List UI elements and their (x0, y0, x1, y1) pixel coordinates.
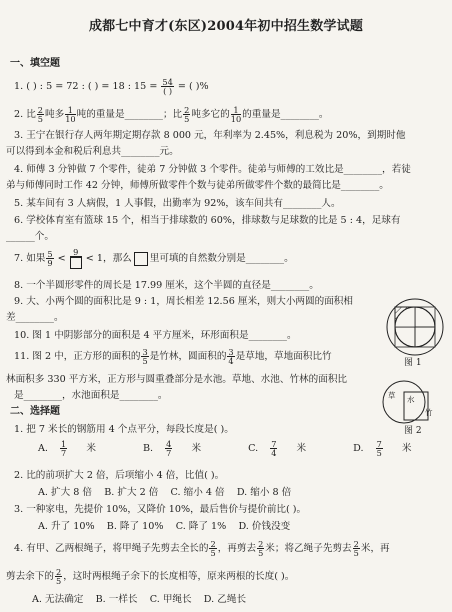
fraction: $\frac{1}{10}$ (65, 105, 76, 125)
figure-2-label: 图 2 (404, 426, 422, 436)
fraction: $\frac{2}{5}$ (37, 105, 44, 125)
fraction: $\frac{3}{4}$ (228, 347, 234, 367)
question-11-line-3: 是________，水池面积是________。 (14, 390, 168, 401)
fig2-water-label: 水 (407, 395, 415, 404)
fraction: $\frac{2}{5}$ (55, 567, 62, 587)
fraction: 9 (70, 248, 82, 269)
choice-4-line-1: 4. 有甲、乙两根绳子，将甲绳子先剪去全长的 $\frac{2}{5}$ ，再剪去 $\frac{2}{5}$ 米；将乙绳子先剪去 $\frac{2}{5}$ 米，再 (14, 539, 390, 559)
question-11-line-1: 11. 图 2 中，正方形的面积的 $\frac{3}{5}$ 是竹林，圆面积的 $\frac{3}{4}$ 是草地，草地面积比竹 (14, 347, 332, 367)
choice-4-line-2: 剪去余下的 $\frac{2}{5}$ ，这时两根绳子余下的长度相等，原来两根的长度( )。 (6, 567, 295, 587)
choice-3-question: 3. 一种家电，先提价 10%，又降价 10%，最后售价与提价前比( )。 (14, 504, 307, 515)
choice-1-question: 1. 把 7 米长的钢筋用 4 个点平分，每段长度是( )。 (14, 424, 234, 435)
choice-4-options[interactable]: A. 无法确定 B. 一样长 C. 甲绳长 D. 乙绳长 (32, 594, 247, 605)
question-3-line-2: 可以得到本金和税后利息共________元。 (6, 146, 179, 157)
blank-box (70, 257, 82, 269)
fraction: $\frac{54}{( )}$ (162, 77, 173, 97)
question-9-line-1: 9. 大、小两个圆的面积比是 9 : 1，周长相差 12.56 厘米，则大小两圆的面积相 (14, 296, 353, 307)
question-6-line-1: 6. 学校体育室有篮球 15 个，相当于排球数的 60%，排球数与足球数的比是 5 : 4，足球有 (14, 215, 401, 226)
fraction: $\frac{2}{5}$ (184, 105, 190, 125)
option-d[interactable]: D. $\frac{7}{5}$ 米 (353, 439, 412, 459)
choice-2-options[interactable]: A. 扩大 8 倍 B. 扩大 2 倍 C. 缩小 4 倍 D. 缩小 8 倍 (38, 487, 292, 498)
question-5: 5. 某车间有 3 人病假，1 人事假，出勤率为 92%，该车间共有________人。 (14, 198, 341, 209)
fraction: $\frac{2}{5}$ (353, 539, 359, 559)
question-6-line-2: ______个。 (6, 231, 54, 242)
fig2-bamboo-label: 竹 (425, 408, 433, 417)
fraction: $\frac{5}{9}$ (47, 248, 53, 269)
figure-1-label: 图 1 (404, 358, 422, 368)
question-9-line-2: 差________。 (6, 312, 64, 323)
choice-3-options[interactable]: A. 升了 10% B. 降了 10% C. 降了 1% D. 价钱没变 (38, 521, 291, 532)
option-b[interactable]: B. $\frac{4}{7}$ 米 (142, 439, 202, 459)
fig2-grass-label: 草 (388, 391, 396, 400)
section-choice: 二、选择题 (10, 406, 60, 417)
choice-2-question: 2. 比的前项扩大 2 倍，后项缩小 4 倍，比值( )。 (14, 470, 225, 481)
fraction: $\frac{2}{5}$ (210, 539, 216, 559)
fraction: $\frac{1}{10}$ (230, 105, 242, 125)
fraction: $\frac{2}{5}$ (258, 539, 264, 559)
option-c[interactable]: C. $\frac{7}{4}$ 米 (248, 439, 307, 459)
question-11-line-2: 林面积多 330 平方米，正方形与圆重叠部分是水池。草地、水池、竹林的面积比 (6, 374, 348, 385)
fraction: $\frac{3}{5}$ (142, 347, 148, 367)
section-fill-in: 一、填空题 (10, 58, 60, 69)
question-1: 1. ( ) : 5 = 72 : ( ) = 18 : 15 = $\frac{54}{( )}$ = ( )% (14, 77, 209, 97)
page-title: 成都七中育才(东区)2004年初中招生数学试题 (88, 19, 364, 34)
option-a[interactable]: A. $\frac{1}{7}$ 米 (38, 439, 96, 459)
question-3-line-1: 3. 王宁在银行存人两年期定期存款 8 000 元，年利率为 2.45%，利息税为 20%，到期时他 (14, 130, 406, 141)
figure-1-ring (384, 296, 446, 358)
question-8: 8. 一个半圆形零件的周长是 17.99 厘米，这个半圆的直径是________。 (14, 280, 319, 291)
question-7: 7. 如果 $\frac{5}{9}$ < 9 < 1，那么 里可填的自然数分别是________。 (14, 247, 294, 269)
question-10: 10. 图 1 中阴影部分的面积是 4 平方厘米，环形面积是________。 (14, 330, 297, 341)
question-2: 2. 比 $\frac{2}{5}$ 吨多 $\frac{1}{10}$ 吨的重量是________；比 $\frac{2}{5}$ 吨多它的 $\frac{1}{10}$ 的重量是________。 (14, 105, 329, 125)
question-4-line-1: 4. 师傅 3 分钟做 7 个零件，徒弟 7 分钟做 3 个零件。徒弟与师傅的工效比是________，若徒 (14, 164, 411, 175)
blank-box (134, 252, 148, 266)
question-4-line-2: 弟与师傅同时工作 42 分钟，师傅所做零件个数与徒弟所做零件个数的最简比是________。 (6, 180, 389, 191)
choice-1-options (38, 440, 444, 457)
